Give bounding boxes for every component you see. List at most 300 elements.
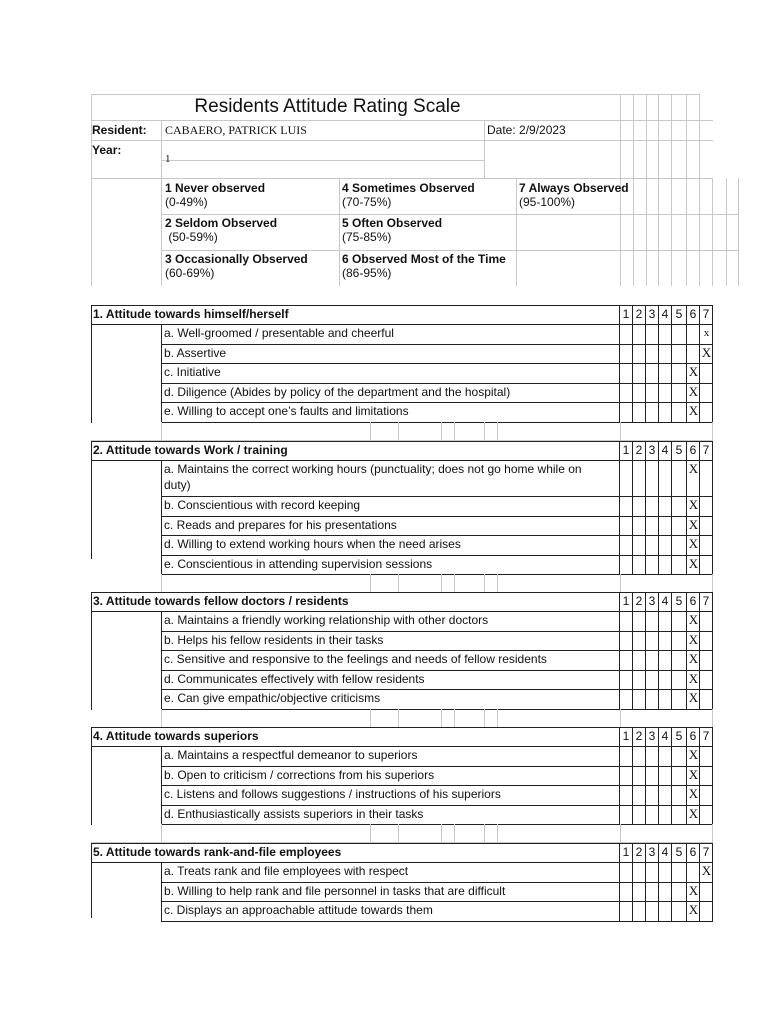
item-border [161, 785, 162, 805]
item-text: c. Initiative [164, 365, 221, 379]
spacer-line [398, 422, 399, 440]
scale-divider [686, 746, 687, 766]
rating-mark: X [688, 805, 699, 821]
scale-divider [686, 689, 687, 709]
scale-divider [619, 592, 620, 611]
scale-divider [632, 592, 633, 611]
scale-divider [699, 785, 700, 805]
scale-header: 2 [635, 594, 643, 608]
row-divider [161, 689, 713, 690]
scale-divider [686, 363, 687, 383]
scale-divider [712, 535, 713, 555]
spacer-line [161, 824, 162, 842]
scale-divider [619, 650, 620, 670]
spacer-line [620, 824, 621, 842]
scale-divider [658, 766, 659, 786]
spacer-line [620, 422, 621, 440]
rating-mark: X [688, 516, 699, 532]
item-text: c. Sensitive and responsive to the feelings and needs of fellow residents [164, 652, 547, 666]
scale-divider [658, 650, 659, 670]
scale-header: 7 [702, 307, 710, 321]
scale-divider [712, 882, 713, 902]
rating-mark: X [688, 403, 699, 418]
item-text: d. Communicates effectively with fellow residents [164, 671, 425, 686]
item-text: b. Helps his fellow residents in their tasks [164, 632, 384, 647]
spacer-line [712, 422, 713, 440]
scale-divider [658, 516, 659, 536]
scale-divider [699, 535, 700, 555]
scale-divider [645, 460, 646, 496]
item-text: duty) [164, 478, 191, 492]
section-border [91, 843, 92, 918]
scale-header: 1 [622, 443, 630, 457]
scale-header: 5 [675, 594, 683, 608]
scale-divider [699, 555, 700, 575]
item-border [161, 324, 162, 344]
scale-divider [686, 460, 687, 496]
legend-item: 2 Seldom Observed (50-59%) [165, 216, 278, 244]
row-divider [161, 344, 713, 345]
scale-divider [619, 862, 620, 882]
scale-divider [699, 670, 700, 690]
scale-divider [658, 746, 659, 766]
scale-divider [645, 805, 646, 825]
scale-divider [671, 516, 672, 536]
scale-divider [671, 592, 672, 611]
scale-divider [686, 592, 687, 611]
scale-divider [645, 785, 646, 805]
year-label: Year: [92, 143, 122, 157]
item-text: c. Reads and prepares for his presentations [164, 517, 397, 532]
scale-divider [686, 383, 687, 403]
scale-divider [619, 516, 620, 536]
scale-header: 2 [635, 845, 643, 859]
scale-divider [699, 650, 700, 670]
scale-divider [619, 785, 620, 805]
scale-header: 4 [661, 729, 669, 743]
spacer-line [398, 574, 399, 592]
spacer-line [712, 824, 713, 842]
scale-divider [671, 402, 672, 422]
scale-divider [658, 383, 659, 403]
item-text: e. Can give empathic/objective criticisms [164, 691, 381, 705]
rating-mark: X [688, 902, 699, 917]
row-divider [161, 496, 713, 497]
scale-divider [632, 460, 633, 496]
scale-divider [686, 305, 687, 324]
spacer-line [712, 709, 713, 727]
scale-header: 4 [661, 443, 669, 457]
scale-header: 3 [648, 307, 656, 321]
scale-divider [686, 766, 687, 786]
scale-header: 4 [661, 845, 669, 859]
scale-header: 4 [661, 307, 669, 321]
scale-divider [658, 441, 659, 460]
scale-divider [671, 535, 672, 555]
row-divider [161, 535, 713, 536]
item-text: d. Diligence (Abides by policy of the department and the hospital) [164, 384, 511, 399]
item-border [161, 611, 162, 631]
item-text: e. Conscientious in attending supervision sessions [164, 556, 433, 571]
scale-divider [686, 650, 687, 670]
legend-item: 4 Sometimes Observed (70-75%) [342, 181, 475, 209]
scale-header: 1 [622, 307, 630, 321]
spacer-line [484, 574, 485, 592]
scale-divider [671, 862, 672, 882]
scale-divider [632, 670, 633, 690]
scale-divider [632, 555, 633, 575]
row-divider [161, 363, 713, 364]
scale-divider [632, 611, 633, 631]
scale-divider [671, 611, 672, 631]
scale-divider [671, 901, 672, 921]
item-text: e. Willing to accept one’s faults and limitations [164, 404, 409, 418]
rating-mark: X [688, 364, 699, 379]
section-border [91, 305, 92, 423]
scale-header: 5 [675, 845, 683, 859]
rating-mark: X [701, 344, 712, 360]
section-title: 2. Attitude towards Work / training [93, 443, 288, 457]
scale-divider [658, 344, 659, 364]
scale-divider [658, 689, 659, 709]
scale-divider [619, 305, 620, 324]
item-text: b. Conscientious with record keeping [164, 498, 361, 512]
scale-divider [699, 901, 700, 921]
item-border [161, 535, 162, 555]
scale-divider [658, 324, 659, 344]
item-text: a. Maintains a friendly working relationship with other doctors [164, 613, 489, 627]
scale-divider [699, 805, 700, 825]
scale-divider [699, 746, 700, 766]
scale-divider [712, 611, 713, 631]
rating-mark: X [688, 461, 699, 476]
resident-name: CABAERO, PATRICK LUIS [165, 123, 307, 137]
scale-divider [645, 305, 646, 324]
scale-divider [712, 785, 713, 805]
item-border [161, 631, 162, 651]
scale-divider [699, 383, 700, 403]
row-divider [161, 824, 713, 825]
item-border [161, 670, 162, 690]
scale-divider [645, 746, 646, 766]
scale-divider [671, 555, 672, 575]
scale-divider [658, 305, 659, 324]
scale-divider [645, 324, 646, 344]
scale-divider [686, 441, 687, 460]
item-text: c. Displays an approachable attitude towards them [164, 903, 433, 917]
scale-divider [658, 727, 659, 746]
scale-divider [658, 862, 659, 882]
rating-mark: X [688, 786, 699, 801]
section-title: 4. Attitude towards superiors [93, 729, 259, 743]
scale-divider [658, 535, 659, 555]
spacer-line [620, 709, 621, 727]
scale-divider [686, 496, 687, 516]
scale-divider [619, 460, 620, 496]
scale-header: 6 [689, 594, 697, 608]
spacer-line [161, 709, 162, 727]
item-border [161, 496, 162, 516]
rating-mark: X [688, 612, 699, 627]
legend-item: 5 Often Observed (75-85%) [342, 216, 443, 244]
scale-divider [699, 611, 700, 631]
scale-divider [712, 631, 713, 651]
scale-divider [632, 689, 633, 709]
scale-divider [658, 670, 659, 690]
spacer-line [484, 709, 485, 727]
scale-divider [632, 843, 633, 862]
scale-divider [671, 689, 672, 709]
scale-divider [712, 670, 713, 690]
scale-divider [712, 324, 713, 344]
scale-header: 6 [689, 307, 697, 321]
scale-divider [632, 766, 633, 786]
scale-divider [645, 766, 646, 786]
scale-header: 3 [648, 845, 656, 859]
scale-divider [699, 592, 700, 611]
scale-divider [699, 496, 700, 516]
spacer-line [398, 709, 399, 727]
section-border [91, 727, 92, 825]
scale-divider [671, 670, 672, 690]
scale-divider [632, 746, 633, 766]
item-text: a. Well-groomed / presentable and cheerful [164, 326, 394, 340]
spacer-line [161, 574, 162, 592]
scale-divider [632, 862, 633, 882]
spacer-line [398, 824, 399, 842]
item-border [161, 901, 162, 921]
scale-divider [712, 516, 713, 536]
scale-divider [658, 882, 659, 902]
scale-divider [671, 305, 672, 324]
item-text: a. Treats rank and file employees with respect [164, 864, 409, 878]
scale-divider [645, 344, 646, 364]
scale-header: 1 [622, 729, 630, 743]
rating-mark: X [688, 670, 699, 686]
scale-divider [712, 650, 713, 670]
rating-mark: X [688, 882, 699, 898]
scale-divider [686, 402, 687, 422]
scale-header: 5 [675, 443, 683, 457]
scale-divider [699, 727, 700, 746]
section-border [91, 592, 92, 710]
spacer-line [454, 709, 455, 727]
scale-divider [658, 592, 659, 611]
scale-header: 6 [689, 443, 697, 457]
scale-divider [671, 363, 672, 383]
scale-divider [699, 516, 700, 536]
scale-divider [658, 901, 659, 921]
scale-divider [671, 650, 672, 670]
scale-header: 1 [622, 594, 630, 608]
scale-divider [686, 805, 687, 825]
row-divider [161, 785, 713, 786]
section-border [91, 441, 92, 559]
scale-divider [712, 402, 713, 422]
scale-divider [671, 383, 672, 403]
row-divider [161, 709, 713, 710]
scale-divider [619, 344, 620, 364]
scale-divider [645, 727, 646, 746]
scale-header: 3 [648, 443, 656, 457]
scale-divider [658, 785, 659, 805]
scale-divider [712, 805, 713, 825]
scale-divider [619, 402, 620, 422]
rating-mark: X [688, 747, 699, 762]
scale-divider [686, 843, 687, 862]
item-text: d. Willing to extend working hours when the need arises [164, 537, 461, 551]
scale-divider [699, 689, 700, 709]
scale-divider [632, 305, 633, 324]
scale-divider [686, 344, 687, 364]
item-border [161, 862, 162, 882]
scale-divider [699, 766, 700, 786]
scale-divider [619, 766, 620, 786]
scale-divider [671, 460, 672, 496]
item-border [161, 746, 162, 766]
scale-divider [619, 555, 620, 575]
scale-header: 5 [675, 729, 683, 743]
item-text: b. Assertive [164, 345, 227, 360]
rating-mark: X [701, 863, 712, 878]
scale-divider [658, 555, 659, 575]
scale-header: 3 [648, 729, 656, 743]
scale-divider [712, 901, 713, 921]
scale-divider [632, 727, 633, 746]
scale-divider [632, 324, 633, 344]
spacer-line [370, 709, 371, 727]
item-border [161, 516, 162, 536]
rating-mark: x [703, 327, 710, 339]
rating-mark: X [688, 555, 699, 571]
scale-divider [699, 631, 700, 651]
scale-divider [671, 727, 672, 746]
scale-divider [699, 882, 700, 902]
spacer-line [620, 574, 621, 592]
spacer-line [454, 574, 455, 592]
scale-divider [619, 535, 620, 555]
scale-divider [632, 363, 633, 383]
scale-divider [645, 843, 646, 862]
item-text: c. Listens and follows suggestions / instructions of his superiors [164, 787, 501, 801]
spacer-line [497, 709, 498, 727]
scale-divider [619, 746, 620, 766]
legend-item: 6 Observed Most of the Time (86-95%) [342, 252, 506, 280]
scale-divider [712, 766, 713, 786]
rating-mark: X [688, 631, 699, 647]
scale-divider [686, 535, 687, 555]
scale-divider [671, 344, 672, 364]
scale-divider [699, 460, 700, 496]
item-border [161, 805, 162, 825]
spacer-line [497, 574, 498, 592]
scale-divider [619, 901, 620, 921]
scale-divider [645, 535, 646, 555]
legend-item: 7 Always Observed (95-100%) [519, 181, 629, 209]
spacer-line [161, 422, 162, 440]
item-border [161, 689, 162, 709]
scale-divider [686, 555, 687, 575]
scale-divider [712, 496, 713, 516]
spacer-line [441, 709, 442, 727]
scale-divider [686, 611, 687, 631]
item-border [161, 363, 162, 383]
scale-divider [632, 402, 633, 422]
scale-divider [632, 805, 633, 825]
spacer-line [454, 824, 455, 842]
scale-divider [619, 611, 620, 631]
scale-header: 3 [648, 594, 656, 608]
scale-header: 4 [661, 594, 669, 608]
rating-mark: X [688, 497, 699, 512]
scale-divider [671, 746, 672, 766]
item-text: a. Maintains a respectful demeanor to superiors [164, 748, 418, 762]
spacer-line [370, 824, 371, 842]
scale-divider [632, 901, 633, 921]
scale-divider [619, 383, 620, 403]
section-title: 5. Attitude towards rank-and-file employees [93, 845, 342, 859]
spacer-line [454, 422, 455, 440]
scale-header: 1 [622, 845, 630, 859]
item-text: a. Maintains the correct working hours (punctuality; does not go home while on [164, 462, 582, 476]
scale-header: 7 [702, 845, 710, 859]
scale-divider [632, 516, 633, 536]
item-border [161, 344, 162, 364]
item-border [161, 555, 162, 575]
scale-divider [671, 785, 672, 805]
spacer-line [484, 422, 485, 440]
scale-divider [686, 882, 687, 902]
scale-divider [686, 670, 687, 690]
scale-divider [619, 631, 620, 651]
row-divider [161, 422, 713, 423]
scale-divider [645, 402, 646, 422]
row-divider [161, 921, 713, 922]
spacer-line [497, 422, 498, 440]
spacer-line [370, 574, 371, 592]
scale-divider [645, 496, 646, 516]
scale-divider [632, 344, 633, 364]
scale-divider [712, 460, 713, 496]
scale-divider [619, 805, 620, 825]
scale-divider [658, 631, 659, 651]
spacer-line [441, 824, 442, 842]
scale-divider [632, 441, 633, 460]
scale-divider [632, 631, 633, 651]
rating-mark: X [688, 383, 699, 399]
item-border [161, 402, 162, 422]
item-text: d. Enthusiastically assists superiors in their tasks [164, 806, 424, 821]
scale-divider [645, 631, 646, 651]
scale-divider [699, 324, 700, 344]
scale-divider [619, 670, 620, 690]
scale-divider [658, 402, 659, 422]
scale-divider [658, 496, 659, 516]
legend-item: 1 Never observed (0-49%) [165, 181, 266, 209]
scale-divider [632, 535, 633, 555]
scale-divider [658, 843, 659, 862]
row-divider [161, 402, 713, 403]
scale-divider [619, 496, 620, 516]
scale-divider [712, 363, 713, 383]
scale-divider [645, 363, 646, 383]
scale-divider [671, 882, 672, 902]
scale-divider [645, 901, 646, 921]
legend-item: 3 Occasionally Observed (60-69%) [165, 252, 308, 280]
scale-divider [645, 882, 646, 902]
scale-divider [619, 727, 620, 746]
spacer-line [497, 824, 498, 842]
